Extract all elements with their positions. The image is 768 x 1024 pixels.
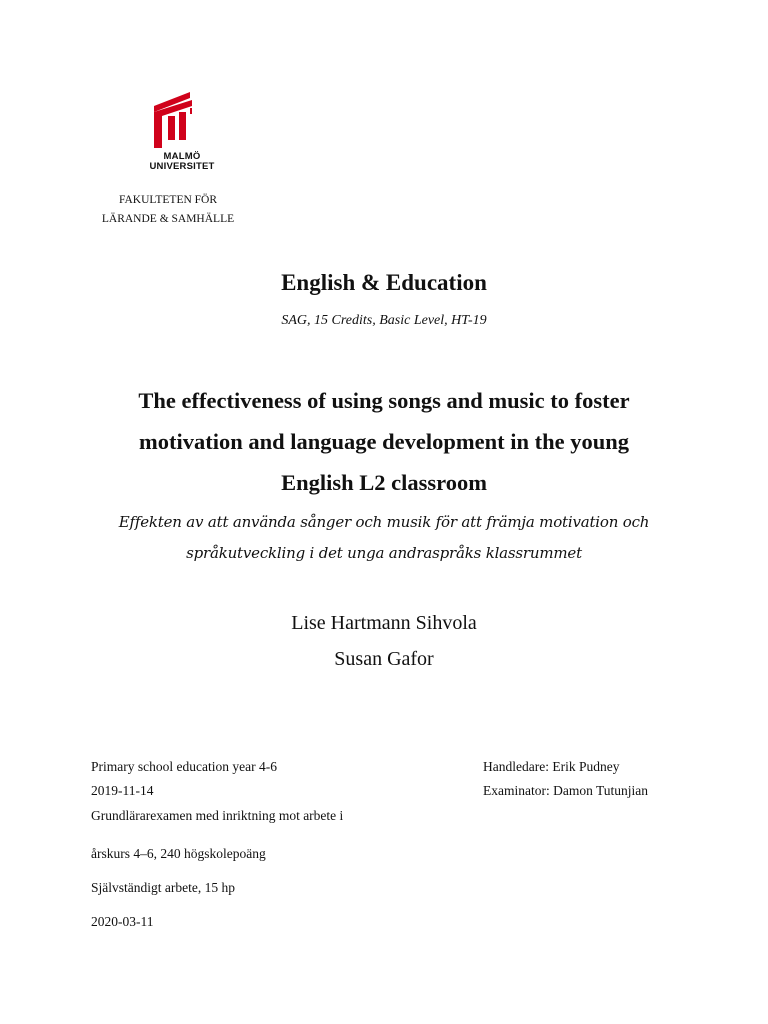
authors [0,605,768,677]
subtitle-line-1: Effekten av att använda sånger och musik för att främja motivation och [118,513,650,531]
thesis-title [0,380,768,503]
title-line-3: English L2 classroom [281,470,487,495]
date-line: 2020-03-11 [91,914,154,929]
program-line: Primary school education year 4-6 [91,759,277,774]
university-emblem-icon [142,86,222,150]
malmo-university-logo [142,86,222,180]
credits-line: årskurs 4–6, 240 högskolepoäng [91,846,266,861]
title-line-1: The effectiveness of using songs and music to foster [138,388,630,413]
logo-text-malmo: MALMÖ [163,151,201,162]
author-name: Lise Hartmann Sihvola [291,612,477,634]
swedish-subtitle [0,507,768,569]
faculty-name [0,191,336,229]
author-name: Susan Gafor [334,648,434,670]
supervisor-info [483,757,648,805]
subject-heading: English & Education [281,270,487,295]
faculty-line-2: LÄRANDE & SAMHÄLLE [101,213,235,225]
date-line: 2019-11-14 [91,783,154,798]
logo-text-universitet: UNIVERSITET [149,161,215,172]
course-level: SAG, 15 Credits, Basic Level, HT-19 [281,313,487,328]
subtitle-line-2: språkutveckling i det unga andraspråks klassrummet [186,544,582,562]
supervisor-line: Handledare: Erik Pudney [483,759,620,774]
title-line-2: motivation and language development in the young [138,429,630,454]
degree-line: Grundlärarexamen med inriktning mot arbete i [91,808,344,823]
faculty-line-1: FAKULTETEN FÖR [118,194,218,206]
examiner-line: Examinator: Damon Tutunjian [483,783,648,798]
work-line: Självständigt arbete, 15 hp [91,880,235,895]
